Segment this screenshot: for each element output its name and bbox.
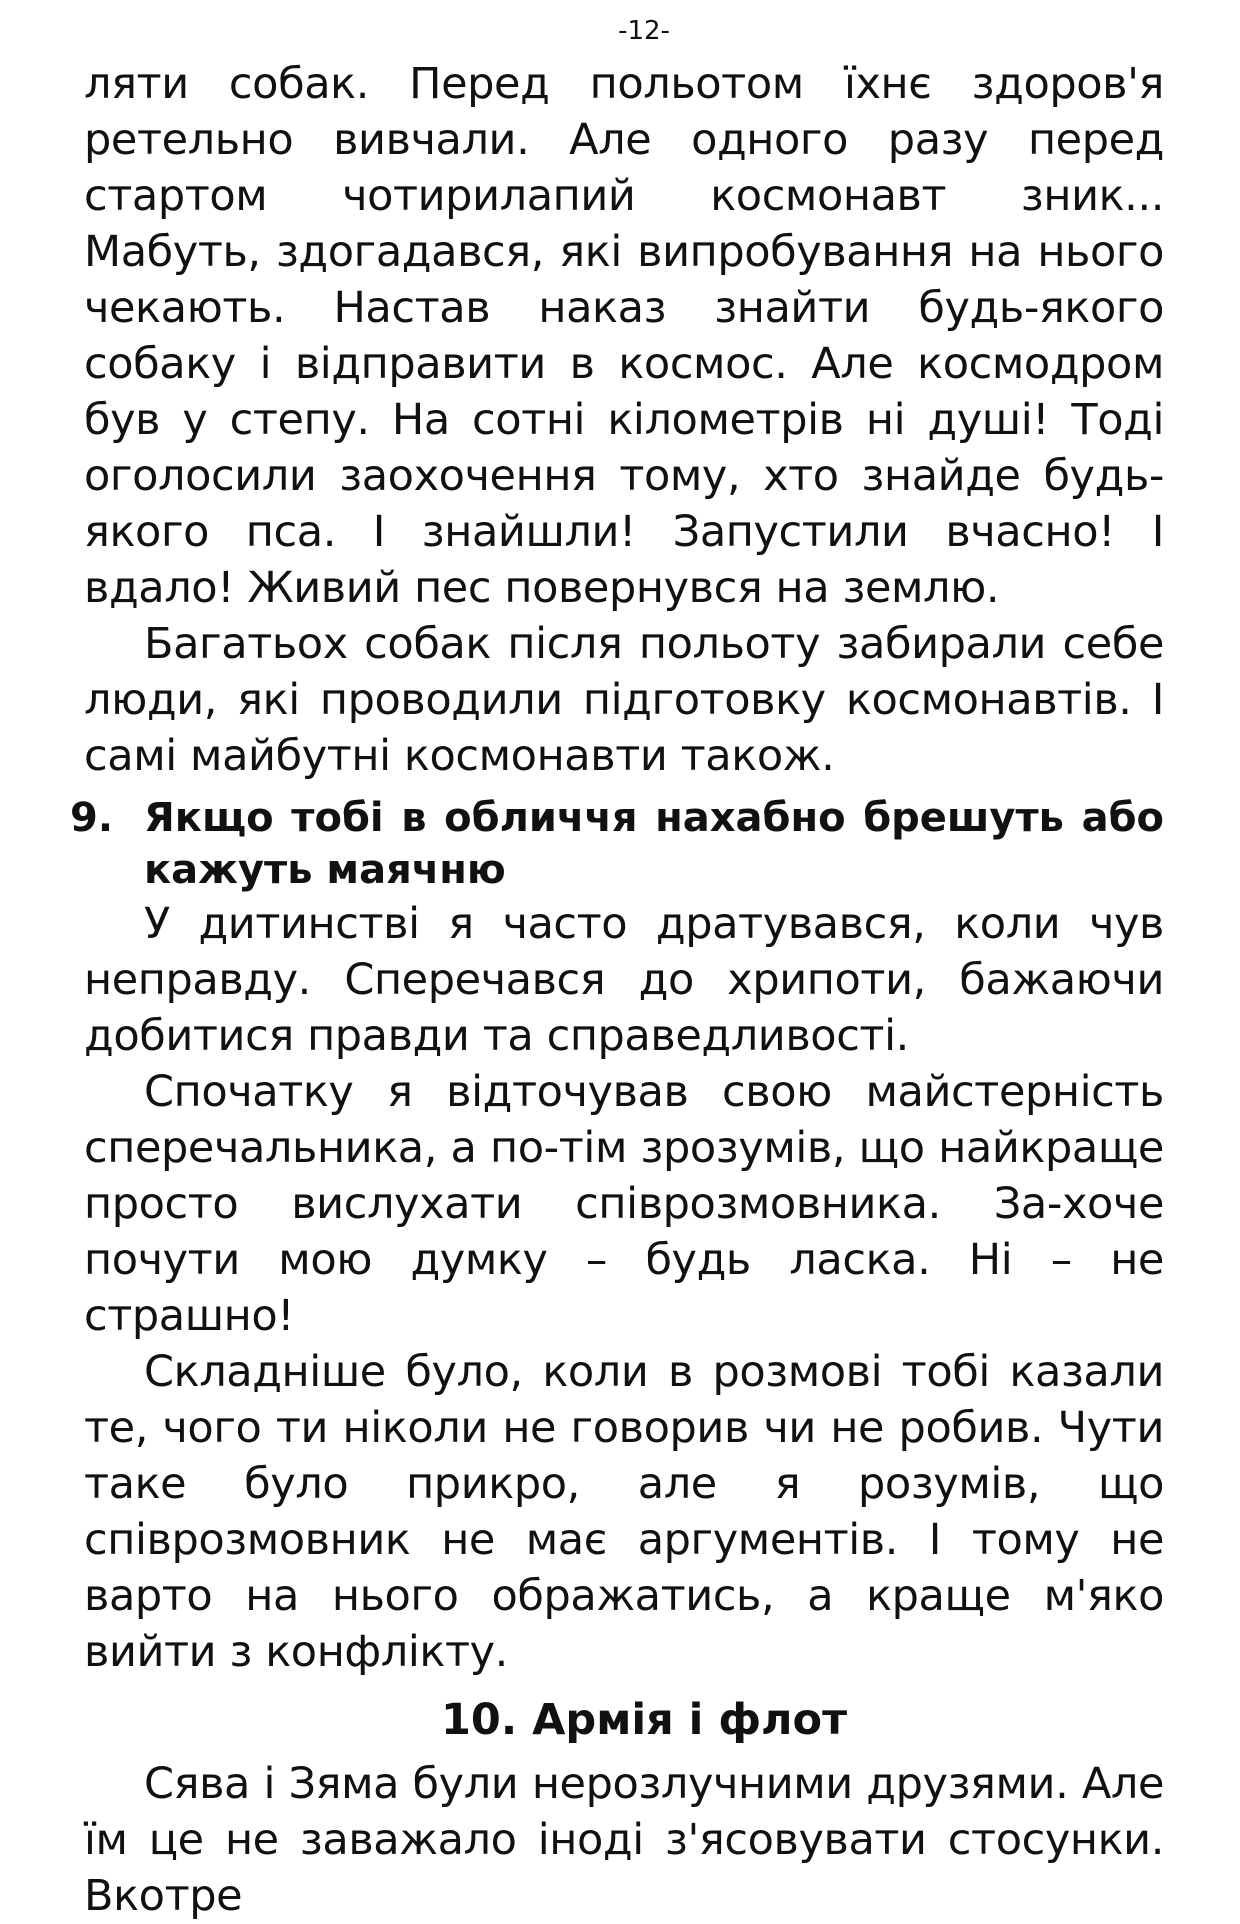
- section-title: Якщо тобі в обличчя нахабно брешуть або кажуть маячню: [144, 795, 1164, 893]
- paragraph-continuation: ляти собак. Перед польотом їхнє здоров'я ретельно вивчали. Але одного разу перед стартом чотирилапий космонавт зник... Мабуть, здогадався, які випробування на нього чекають. Настав наказ знайти будь-якого собаку і відправити в космос. Але космодром був у степу. На сотні кілометрів ні душі! Тоді оголосили заохочення тому, хто знайде будь-якого пса. І знайшли! Запустили вчасно! І вдало! Живий пес повернувся на землю.: [84, 59, 1164, 613]
- paragraph: Складніше було, коли в розмові тобі казали те, чого ти ніколи не говорив чи не робив. Чути таке було прикро, але я розумів, що співрозмовник не має аргументів. І тому не варто на нього ображатись, а краще м'яко вийти з конфлікту.: [84, 1347, 1164, 1677]
- section-9-heading: [70, 792, 1164, 896]
- paragraph: Сява і Зяма були нерозлучними друзями. Але їм це не заважало іноді з'ясовувати стосунки. Вкотре: [84, 1759, 1164, 1921]
- page-number: -12-: [618, 16, 670, 46]
- section-number: 9.: [70, 795, 114, 841]
- section-10-heading: 10. Армія і флот: [440, 1695, 847, 1745]
- paragraph: У дитинстві я часто дратувався, коли чув неправду. Сперечався до хрипоти, бажаючи добитися правди та справедливості.: [84, 899, 1164, 1061]
- paragraph: Спочатку я відточував свою майстерність сперечальника, а по-тім зрозумів, що найкраще просто вислухати співрозмовника. За-хоче почути мою думку – будь ласка. Ні – не страшно!: [84, 1067, 1164, 1341]
- paragraph: Багатьох собак після польоту забирали себе люди, які проводили підготовку космонавтів. І самі майбутні космонавти також.: [84, 619, 1164, 781]
- document-page: [70, 0, 1164, 1924]
